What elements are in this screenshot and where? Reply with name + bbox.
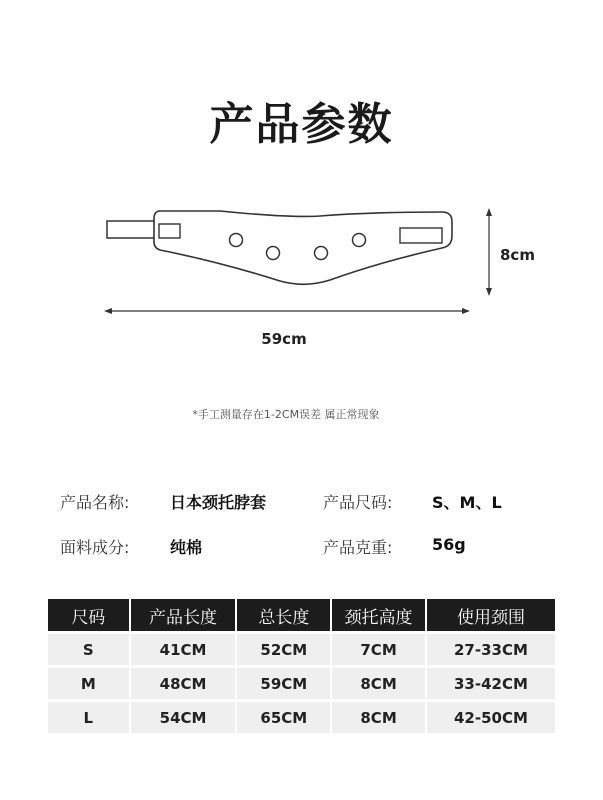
cell-size: M <box>48 668 129 699</box>
arrow-right-icon <box>462 308 470 314</box>
hole <box>353 234 366 247</box>
table-header-row <box>48 599 555 631</box>
arrow-up-icon <box>486 208 492 216</box>
height-label: 8cm <box>500 246 535 264</box>
cell-total-length: 65CM <box>237 702 330 733</box>
cell-product-length: 41CM <box>131 634 236 665</box>
weight-label: 产品克重: <box>323 538 393 557</box>
cell-brace-height: 7CM <box>332 634 425 665</box>
cell-brace-height: 8CM <box>332 668 425 699</box>
hole <box>230 234 243 247</box>
header-brace-height: 颈托高度 <box>332 599 425 631</box>
arrow-left-icon <box>104 308 112 314</box>
header-total-length: 总长度 <box>237 599 330 631</box>
cell-neck-circumference: 33-42CM <box>427 668 555 699</box>
hole <box>267 247 280 260</box>
spec-row-1 <box>0 490 603 514</box>
cell-neck-circumference: 27-33CM <box>427 634 555 665</box>
cell-size: L <box>48 702 129 733</box>
header-neck-circumference: 使用颈围 <box>427 599 555 631</box>
right-slot <box>400 228 442 243</box>
cell-product-length: 48CM <box>131 668 236 699</box>
spec-row-2 <box>0 535 603 559</box>
weight-value: 56g <box>432 535 466 554</box>
measurement-note: *手工测量存在1-2CM误差 属正常现象 <box>192 408 380 421</box>
size-label: 产品尺码: <box>323 493 393 512</box>
arrow-down-icon <box>486 288 492 296</box>
cell-total-length: 59CM <box>237 668 330 699</box>
hole <box>315 247 328 260</box>
width-label: 59cm <box>261 330 307 348</box>
table-row <box>48 668 555 699</box>
material-label: 面料成分: <box>60 538 130 557</box>
cell-brace-height: 8CM <box>332 702 425 733</box>
cell-neck-circumference: 42-50CM <box>427 702 555 733</box>
cell-total-length: 52CM <box>237 634 330 665</box>
page-title: 产品参数 <box>209 99 394 150</box>
name-value: 日本颈托脖套 <box>170 493 267 512</box>
cell-size: S <box>48 634 129 665</box>
size-table <box>46 596 557 736</box>
table-row <box>48 634 555 665</box>
table-row <box>48 702 555 733</box>
header-size: 尺码 <box>48 599 129 631</box>
size-value: S、M、L <box>432 493 502 512</box>
cell-product-length: 54CM <box>131 702 236 733</box>
brace-body <box>154 211 452 284</box>
brace-strap <box>107 221 157 238</box>
header-product-length: 产品长度 <box>131 599 236 631</box>
material-value: 纯棉 <box>170 538 203 557</box>
name-label: 产品名称: <box>60 493 130 512</box>
left-slot <box>159 224 180 238</box>
